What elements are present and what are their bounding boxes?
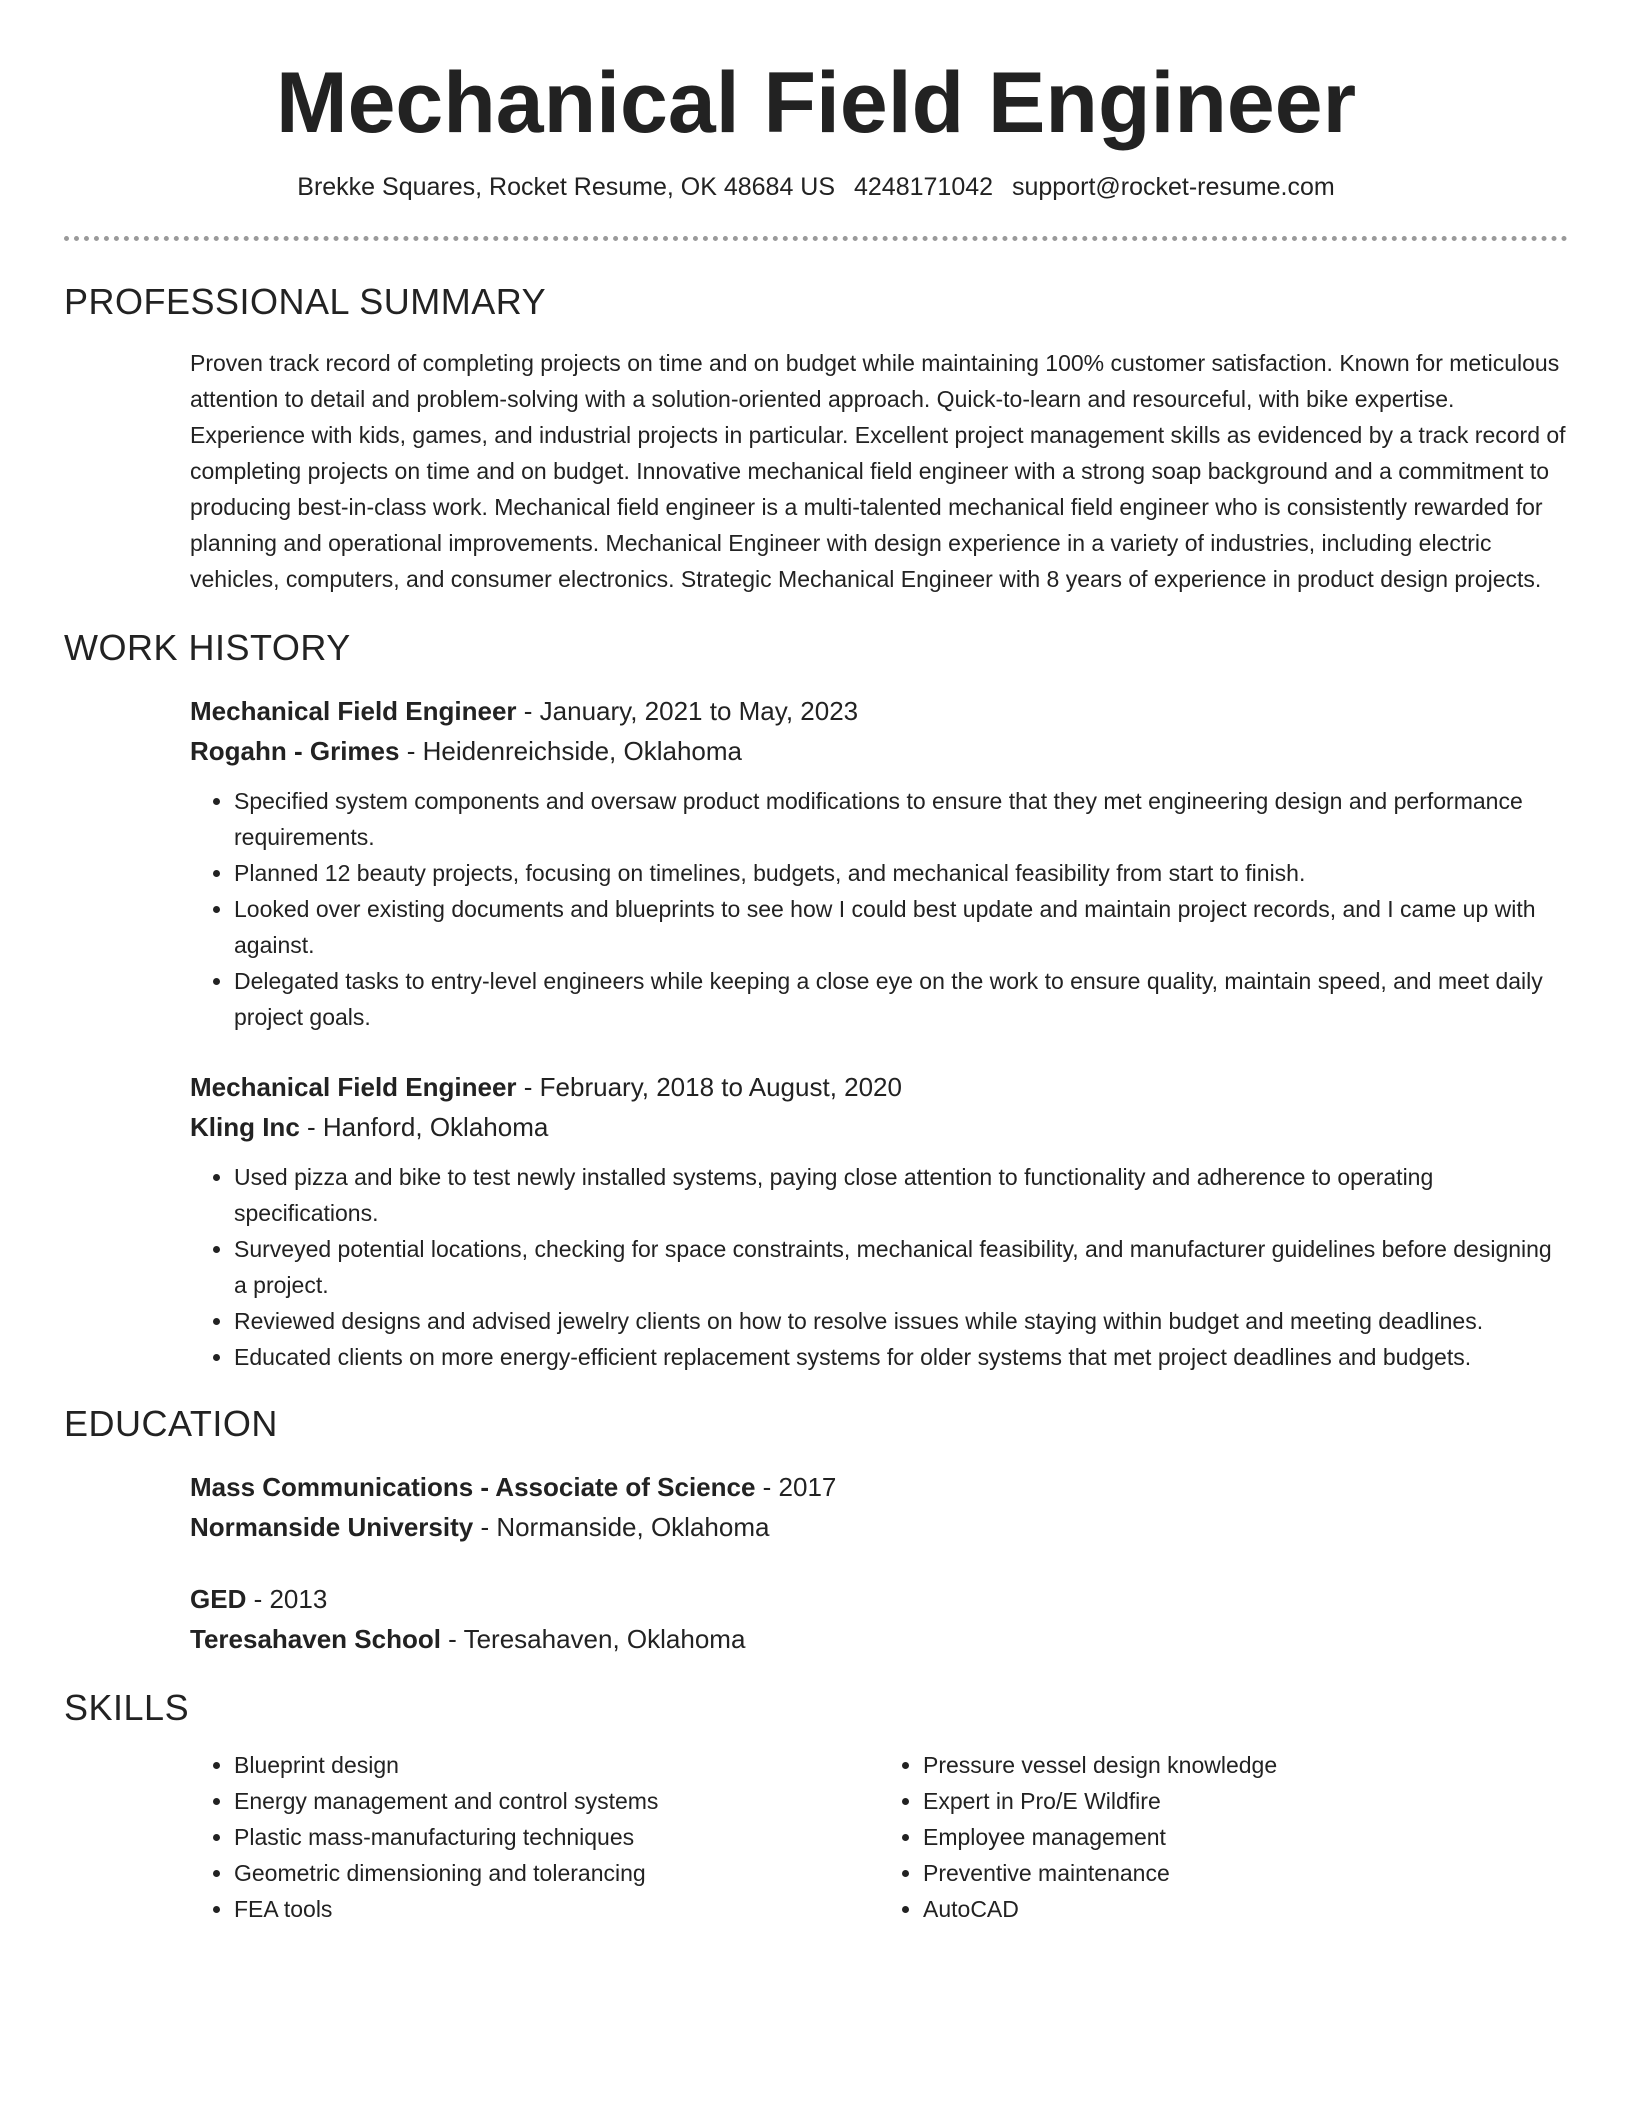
- job-company: Kling Inc: [190, 1112, 300, 1143]
- education-degree: GED: [190, 1584, 247, 1615]
- skills-section: [190, 1747, 1568, 1927]
- job-location: - Heidenreichside, Oklahoma: [399, 736, 742, 767]
- education-school-line: [190, 1619, 1568, 1659]
- summary-heading: PROFESSIONAL SUMMARY: [64, 281, 547, 323]
- job-role: Mechanical Field Engineer: [190, 696, 517, 727]
- education-school: Teresahaven School: [190, 1624, 441, 1655]
- summary-text: Proven track record of completing projects on time and on budget while maintaining 100% customer satisfaction. Known for meticulous attention to detail and problem-solving with a solution-oriented approach. Quick-to-learn and resourceful, with bike expertise. Experience with kids, games, and industrial projects in particular. Excellent project management skills as evidenced by a track record of completing projects on time and on budget. Innovative mechanical field engineer with a strong soap background and a commitment to producing best-in-class work. Mechanical field engineer is a multi-talented mechanical field engineer who is consistently rewarded for planning and operational improvements. Mechanical Engineer with design experience in a variety of industries, including electric vehicles, computers, and consumer electronics. Strategic Mechanical Engineer with 8 years of experience in product design projects.: [190, 350, 1566, 593]
- skills-heading: SKILLS: [64, 1687, 190, 1729]
- skill-item: • Geometric dimensioning and tolerancing: [234, 1855, 879, 1891]
- work-history-section: [190, 691, 1568, 1375]
- contact-phone: 4248171042: [854, 173, 994, 202]
- skill-item: • AutoCAD: [923, 1891, 1568, 1927]
- education-degree: Mass Communications - Associate of Science: [190, 1472, 756, 1503]
- job-bullet: • Looked over existing documents and blueprints to see how I could best update and maintain project records, and I came up with against.: [234, 891, 1568, 963]
- resume-title: Mechanical Field Engineer: [275, 55, 1357, 151]
- education-entry: [190, 1467, 1568, 1547]
- education-section: [190, 1467, 1568, 1659]
- job-bullet: • Delegated tasks to entry-level engineers while keeping a close eye on the work to ensure quality, maintain speed, and meet daily project goals.: [234, 963, 1568, 1035]
- skill-item: • Blueprint design: [234, 1747, 879, 1783]
- header-divider: [64, 236, 1568, 241]
- skill-item: • FEA tools: [234, 1891, 879, 1927]
- summary-section: [190, 345, 1568, 597]
- job-bullet: • Used pizza and bike to test newly installed systems, paying close attention to functionality and adherence to operating specifications.: [234, 1159, 1568, 1231]
- job-dates: - February, 2018 to August, 2020: [516, 1072, 902, 1103]
- job-company-line: [190, 731, 1568, 771]
- education-location: - Normanside, Oklahoma: [473, 1512, 770, 1543]
- education-school: Normanside University: [190, 1512, 474, 1543]
- education-year: - 2013: [246, 1584, 328, 1615]
- education-school-line: [190, 1507, 1568, 1547]
- education-degree-line: [190, 1579, 1568, 1619]
- job-bullets: [190, 783, 1568, 1035]
- job-bullet: • Planned 12 beauty projects, focusing on timelines, budgets, and mechanical feasibility from start to finish.: [234, 855, 1568, 891]
- skills-list-right: [879, 1747, 1568, 1927]
- education-heading: EDUCATION: [64, 1403, 278, 1445]
- job-bullets: [190, 1159, 1568, 1375]
- skill-item: • Expert in Pro/E Wildfire: [923, 1783, 1568, 1819]
- job-entry: [190, 1067, 1568, 1375]
- skill-item: • Preventive maintenance: [923, 1855, 1568, 1891]
- skills-list-left: [190, 1747, 879, 1927]
- job-company-line: [190, 1107, 1568, 1147]
- education-entry: [190, 1579, 1568, 1659]
- job-bullet: • Surveyed potential locations, checking for space constraints, mechanical feasibility, and manufacturer guidelines before designing a project.: [234, 1231, 1568, 1303]
- job-role: Mechanical Field Engineer: [190, 1072, 517, 1103]
- skill-item: • Employee management: [923, 1819, 1568, 1855]
- skill-item: • Energy management and control systems: [234, 1783, 879, 1819]
- skill-item: • Plastic mass-manufacturing techniques: [234, 1819, 879, 1855]
- skill-item: • Pressure vessel design knowledge: [923, 1747, 1568, 1783]
- job-bullet: • Specified system components and oversaw product modifications to ensure that they met engineering design and performance requirements.: [234, 783, 1568, 855]
- education-location: - Teresahaven, Oklahoma: [440, 1624, 746, 1655]
- job-dates: - January, 2021 to May, 2023: [516, 696, 859, 727]
- job-entry: [190, 691, 1568, 1035]
- job-company: Rogahn - Grimes: [190, 736, 400, 767]
- contact-address: Brekke Squares, Rocket Resume, OK 48684 US: [297, 173, 836, 202]
- job-role-line: [190, 691, 1568, 731]
- education-year: - 2017: [755, 1472, 837, 1503]
- job-bullet: • Reviewed designs and advised jewelry clients on how to resolve issues while staying within budget and meeting deadlines.: [234, 1303, 1568, 1339]
- work-history-heading: WORK HISTORY: [64, 627, 351, 669]
- job-bullet: • Educated clients on more energy-efficient replacement systems for older systems that met project deadlines and budgets.: [234, 1339, 1568, 1375]
- contact-line: [64, 173, 1568, 202]
- job-role-line: [190, 1067, 1568, 1107]
- education-degree-line: [190, 1467, 1568, 1507]
- contact-email: support@rocket-resume.com: [1012, 173, 1335, 202]
- job-location: - Hanford, Oklahoma: [299, 1112, 549, 1143]
